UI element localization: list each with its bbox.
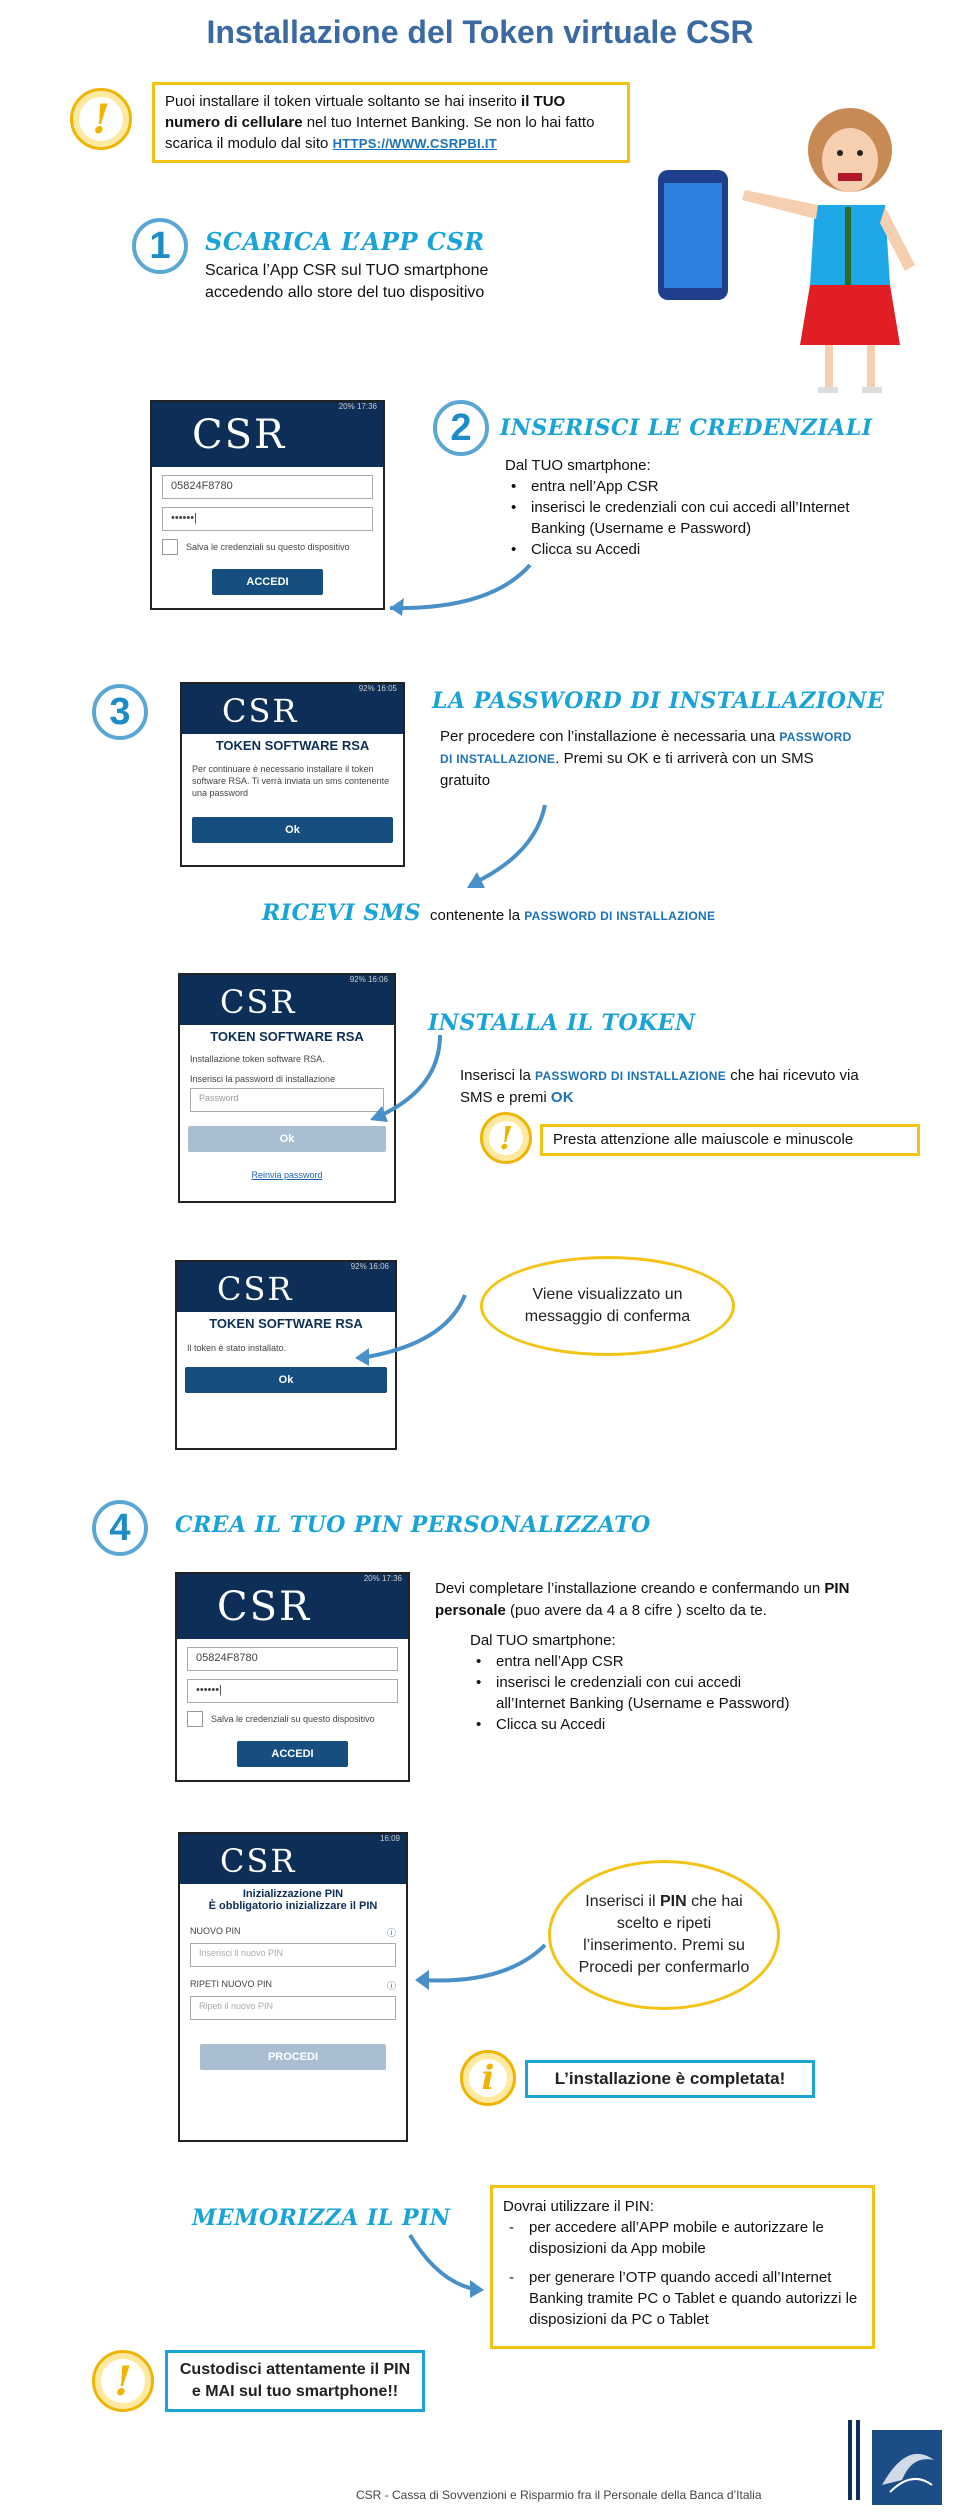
- step-4-bullet: • Clicca su Accedi: [470, 1714, 800, 1735]
- memo-item: - per accedere all’APP mobile e autorizzare le disposizioni da App mobile: [503, 2217, 862, 2259]
- step-2-number: 2: [433, 400, 489, 456]
- step-4-number: 4: [92, 1500, 148, 1556]
- install-line-1: Installazione token software RSA.: [190, 1054, 325, 1064]
- pin-subheading: È obbligatorio inizializzare il PIN: [208, 1900, 378, 1912]
- step-2-lead: Dal TUO smartphone:: [505, 457, 651, 474]
- status-bar: 92% 16:06: [350, 1262, 389, 1271]
- remember-checkbox[interactable]: [187, 1711, 203, 1727]
- step-2-title: INSERISCI LE CREDENZIALI: [500, 415, 873, 441]
- footer-divider: [848, 2420, 852, 2500]
- repeat-pin-input[interactable]: Ripeti il nuovo PIN: [190, 1996, 396, 2020]
- warning-icon: !: [480, 1112, 532, 1164]
- csr-logo: CSR: [217, 1584, 312, 1630]
- step-1-title: SCARICA L’APP CSR: [205, 227, 485, 256]
- status-bar: 20% 17:36: [338, 402, 377, 411]
- ok-button[interactable]: Ok: [188, 1126, 386, 1152]
- install-line-2: Inserisci la password di installazione: [190, 1074, 336, 1084]
- step-3-number: 3: [92, 684, 148, 740]
- password-input[interactable]: ••••••|: [162, 507, 373, 531]
- phone-pin-screen: [178, 1832, 408, 2142]
- step-2-bullet: • inserisci le credenziali con cui accedi all’Internet Banking (Username e Password): [505, 497, 885, 539]
- pin-oval: Inserisci il PIN che hai scelto e ripeti l’inserimento. Premi su Procedi per confermarlo: [548, 1860, 780, 2010]
- step-2-instructions: [505, 455, 885, 560]
- step-4-lead: Dal TUO smartphone:: [470, 1632, 616, 1649]
- footer-divider: [856, 2420, 860, 2500]
- status-bar: 92% 16:06: [349, 975, 388, 984]
- status-bar: 92% 16:05: [358, 684, 397, 693]
- accedi-button[interactable]: ACCEDI: [212, 569, 323, 595]
- username-input[interactable]: 05824F8780: [187, 1647, 398, 1671]
- step-4-text: Devi completare l’installazione creando e confermando un PIN personale (puo avere da 4 a 8 cifre ) scelto da te.: [435, 1580, 850, 1619]
- remember-checkbox[interactable]: [162, 539, 178, 555]
- remember-label: Salva le credenziali su questo dispositivo: [186, 542, 350, 552]
- csr-logo: CSR: [222, 692, 299, 730]
- warning-icon: !: [70, 88, 132, 150]
- install-text: Inserisci la PASSWORD DI INSTALLAZIONE che hai ricevuto via SMS e premi OK: [460, 1067, 859, 1106]
- step-4-bullet: • inserisci le credenziali con cui accedi all’Internet Banking (Username e Password): [470, 1672, 800, 1714]
- step-4-bullet: • entra nell’App CSR: [470, 1651, 800, 1672]
- status-bar: 20% 17:36: [363, 1574, 402, 1583]
- remember-row: [187, 1711, 398, 1727]
- confirm-oval: Viene visualizzato un messaggio di conferma: [480, 1256, 735, 1356]
- csr-logo: CSR: [220, 983, 297, 1021]
- rsa-body: Per continuare è necessario installare il token software RSA. Ti verrà inviata un sms contenente una password: [192, 764, 390, 798]
- person-illustration: [650, 95, 940, 405]
- arrow-icon: [455, 800, 555, 895]
- memo-lead: Dovrai utilizzare il PIN:: [503, 2198, 654, 2215]
- arrow-icon: [370, 560, 540, 620]
- phone-login-screen: [150, 400, 385, 610]
- csr-site-link[interactable]: HTTPS://WWW.CSRPBI.IT: [332, 136, 498, 151]
- username-input[interactable]: 05824F8780: [162, 475, 373, 499]
- step-1-text: Scarica l’App CSR sul TUO smartphone accedendo allo store del tuo dispositivo: [205, 262, 489, 301]
- csr-logo: CSR: [192, 412, 287, 458]
- step-2-bullet: • Clicca su Accedi: [505, 539, 885, 560]
- csr-emblem-logo: [872, 2430, 942, 2505]
- rsa-header: TOKEN SOFTWARE RSA: [210, 1029, 364, 1044]
- sms-text: contenente la PASSWORD DI INSTALLAZIONE: [430, 907, 716, 924]
- info-icon: i: [460, 2050, 516, 2106]
- new-pin-input[interactable]: Inserisci il nuovo PIN: [190, 1943, 396, 1967]
- arrow-icon: [400, 2230, 490, 2300]
- repeat-pin-label-row: [180, 1979, 406, 1992]
- arrow-icon: [405, 1940, 555, 2000]
- password-input[interactable]: ••••••|: [187, 1679, 398, 1703]
- step-3-text: Per procedere con l’installazione è necessaria una PASSWORD DI INSTALLAZIONE. Premi su OK e ti arriverà con un SMS gratuito: [440, 728, 852, 789]
- resend-password-link[interactable]: Reinvia password: [251, 1170, 323, 1180]
- step-3-title: LA PASSWORD DI INSTALLAZIONE: [432, 688, 885, 714]
- confirm-body: Il token è stato installato.: [187, 1343, 287, 1353]
- remember-label: Salva le credenziali su questo dispositivo: [211, 1714, 375, 1724]
- pin-heading: Inizializzazione PIN: [242, 1888, 344, 1900]
- rsa-header: TOKEN SOFTWARE RSA: [209, 1316, 363, 1331]
- memo-box: [490, 2185, 875, 2349]
- memo-item: - per generare l’OTP quando accedi all’Internet Banking tramite PC o Tablet e quando autorizzi le disposizioni da PC o Tablet: [503, 2267, 862, 2330]
- completed-box: L’installazione è completata!: [525, 2060, 815, 2098]
- page-title: Installazione del Token virtuale CSR: [206, 14, 754, 50]
- intro-box: Puoi installare il token virtuale soltanto se hai inserito il TUO numero di cellulare nel tuo Internet Banking. Se non lo hai fatto scarica il modulo dal sito HTTPS://WWW.CSRPBI.IT: [152, 82, 630, 163]
- arrow-icon: [345, 1290, 475, 1370]
- footer-text: CSR - Cassa di Sovvenzioni e Risparmio fra il Personale della Banca d’Italia: [356, 2488, 762, 2502]
- info-icon[interactable]: ⓘ: [386, 1981, 396, 1991]
- phone-rsa-screen: [180, 682, 405, 867]
- arrow-icon: [360, 1030, 450, 1130]
- csr-logo: CSR: [220, 1842, 297, 1880]
- new-pin-label-row: [180, 1926, 406, 1939]
- warning-icon: !: [92, 2350, 154, 2412]
- phone-login-screen-2: [175, 1572, 410, 1782]
- info-icon[interactable]: ⓘ: [386, 1928, 396, 1938]
- step-1-number: 1: [132, 218, 188, 274]
- rsa-header: TOKEN SOFTWARE RSA: [215, 738, 370, 753]
- repeat-pin-label: RIPETI NUOVO PIN: [190, 1979, 273, 1989]
- csr-logo: CSR: [217, 1270, 294, 1308]
- procedi-button[interactable]: PROCEDI: [200, 2044, 386, 2070]
- new-pin-label: NUOVO PIN: [190, 1926, 241, 1936]
- remember-row: [162, 539, 373, 555]
- case-note: Presta attenzione alle maiuscole e minuscole: [540, 1124, 920, 1156]
- install-title: INSTALLA IL TOKEN: [428, 1010, 696, 1036]
- keep-pin-box: Custodisci attentamente il PIN e MAI sul tuo smartphone!!: [165, 2350, 425, 2412]
- step-4-instructions: [470, 1630, 800, 1735]
- accedi-button[interactable]: ACCEDI: [237, 1741, 348, 1767]
- step-2-bullet: • entra nell’App CSR: [505, 476, 885, 497]
- memo-title: MEMORIZZA IL PIN: [192, 2205, 451, 2231]
- install-password-input[interactable]: Password: [190, 1088, 384, 1112]
- sms-title: RICEVI SMS: [262, 900, 421, 926]
- ok-button[interactable]: Ok: [185, 1367, 387, 1393]
- status-bar: 16:09: [379, 1834, 400, 1843]
- step-4-title: CREA IL TUO PIN PERSONALIZZATO: [175, 1512, 651, 1538]
- ok-button[interactable]: Ok: [192, 817, 393, 843]
